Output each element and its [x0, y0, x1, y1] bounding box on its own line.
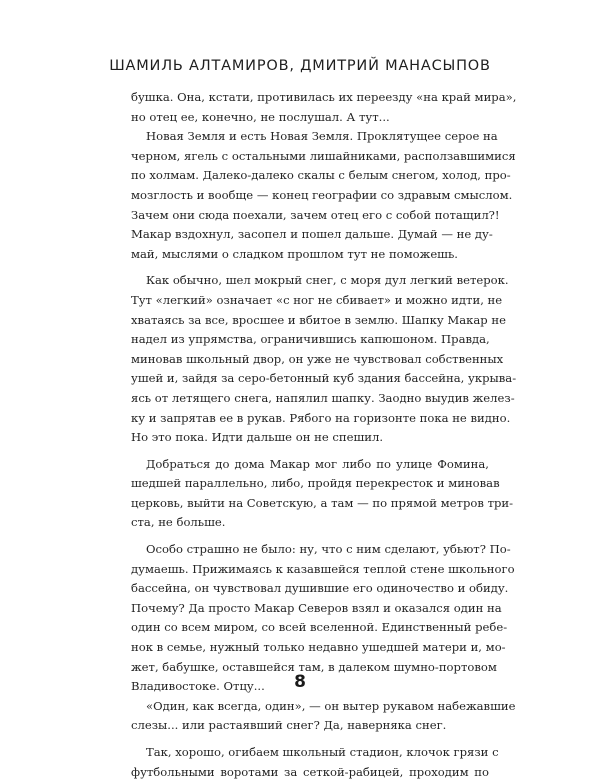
text-line: бассейна, он чувствовал душившие его одиночество и обиду. — [131, 581, 509, 596]
running-header: ШАМИЛЬ АЛТАМИРОВ, ДМИТРИЙ МАНАСЫПОВ — [109, 58, 491, 74]
paragraph — [131, 697, 516, 736]
page-number: 8 — [294, 672, 306, 692]
text-line: Почему? Да просто Макар Северов взял и оказался один на — [131, 600, 502, 615]
text-line: Как обычно, шел мокрый снег, с моря дул легкий ветерок. — [146, 273, 509, 288]
text-line: Макар вздохнул, засопел и пошел дальше. Думай — не ду- — [131, 227, 493, 242]
text-line: Зачем они сюда поехали, зачем отец его с собой потащил?! — [131, 207, 500, 222]
text-line: ушей и, зайдя за серо-бетонный куб здания бассейна, укрыва- — [131, 371, 517, 386]
text-line: «Один, как всегда, один», — он вытер рукавом набежавшие — [146, 698, 516, 713]
text-line: Владивостоке. Отцу... — [131, 679, 265, 694]
text-line: церковь, выйти на Советскую, а там — по прямой метров три- — [131, 495, 514, 510]
text-line: футбольными воротами за сеткой-рабицей, проходим по — [131, 764, 489, 779]
text-line: Но это пока. Идти дальше он не спешил. — [131, 430, 384, 445]
text-line: но отец ее, конечно, не послушал. А тут... — [131, 109, 390, 124]
text-line: шедшей параллельно, либо, пройдя перекресток и миновав — [131, 476, 500, 491]
text-line: черном, ягель с остальными лишайниками, расползавшимися — [131, 148, 516, 163]
text-line: бушка. Она, кстати, противилась их переезду «на край мира», — [131, 90, 517, 104]
text-line: ясь от летящего снега, напялил шапку. Заодно выудив желез- — [131, 390, 515, 405]
text-line: мозглость и вообще — конец географии со здравым смыслом. — [131, 187, 513, 202]
text-line: думаешь. Прижимаясь к казавшейся теплой стене школьного — [131, 561, 515, 576]
text-line: нок в семье, нужный только недавно ушедшей матери и, мо- — [131, 640, 506, 655]
text-line: надел из упрямства, ограничившись капюшоном. Правда, — [131, 332, 490, 347]
text-line: Особо страшно не было: ну, что с ним сделают, убьют? По- — [146, 542, 511, 557]
paragraph — [131, 271, 517, 447]
text-line: слезы... или растаявший снег? Да, наверняка снег. — [131, 718, 447, 733]
text-line: Добраться до дома Макар мог либо по улице Фомина, — [146, 456, 489, 471]
text-line: ку и запрятав ее в рукав. Рябого на горизонте пока не видно. — [131, 410, 511, 425]
text-line: жет, бабушке, оставшейся там, в далеком шумно-портовом — [131, 659, 497, 674]
text-line: Так, хорошо, огибаем школьный стадион, клочок грязи с — [146, 745, 499, 759]
text-line: миновав школьный двор, он уже не чувствовал собственных — [131, 351, 504, 366]
text-line: ста, не больше. — [131, 515, 226, 530]
text-line: один со всем миром, со всей вселенной. Единственный ребе- — [131, 620, 508, 635]
paragraph — [131, 127, 516, 264]
text-line: по холмам. Далеко-далеко скалы с белым снегом, холод, про- — [131, 168, 511, 183]
paragraph — [131, 88, 517, 127]
text-line: хватаясь за все, вросшее и вбитое в землю. Шапку Макар не — [131, 312, 506, 327]
paragraph — [131, 743, 499, 782]
text-line: май, мыслями о сладком прошлом тут не поможешь. — [131, 246, 458, 261]
text-line: Новая Земля и есть Новая Земля. Проклятущее серое на — [146, 129, 498, 144]
text-line: Тут «легкий» означает «с ног не сбивает» и можно идти, не — [131, 292, 503, 307]
paragraph — [131, 455, 514, 533]
